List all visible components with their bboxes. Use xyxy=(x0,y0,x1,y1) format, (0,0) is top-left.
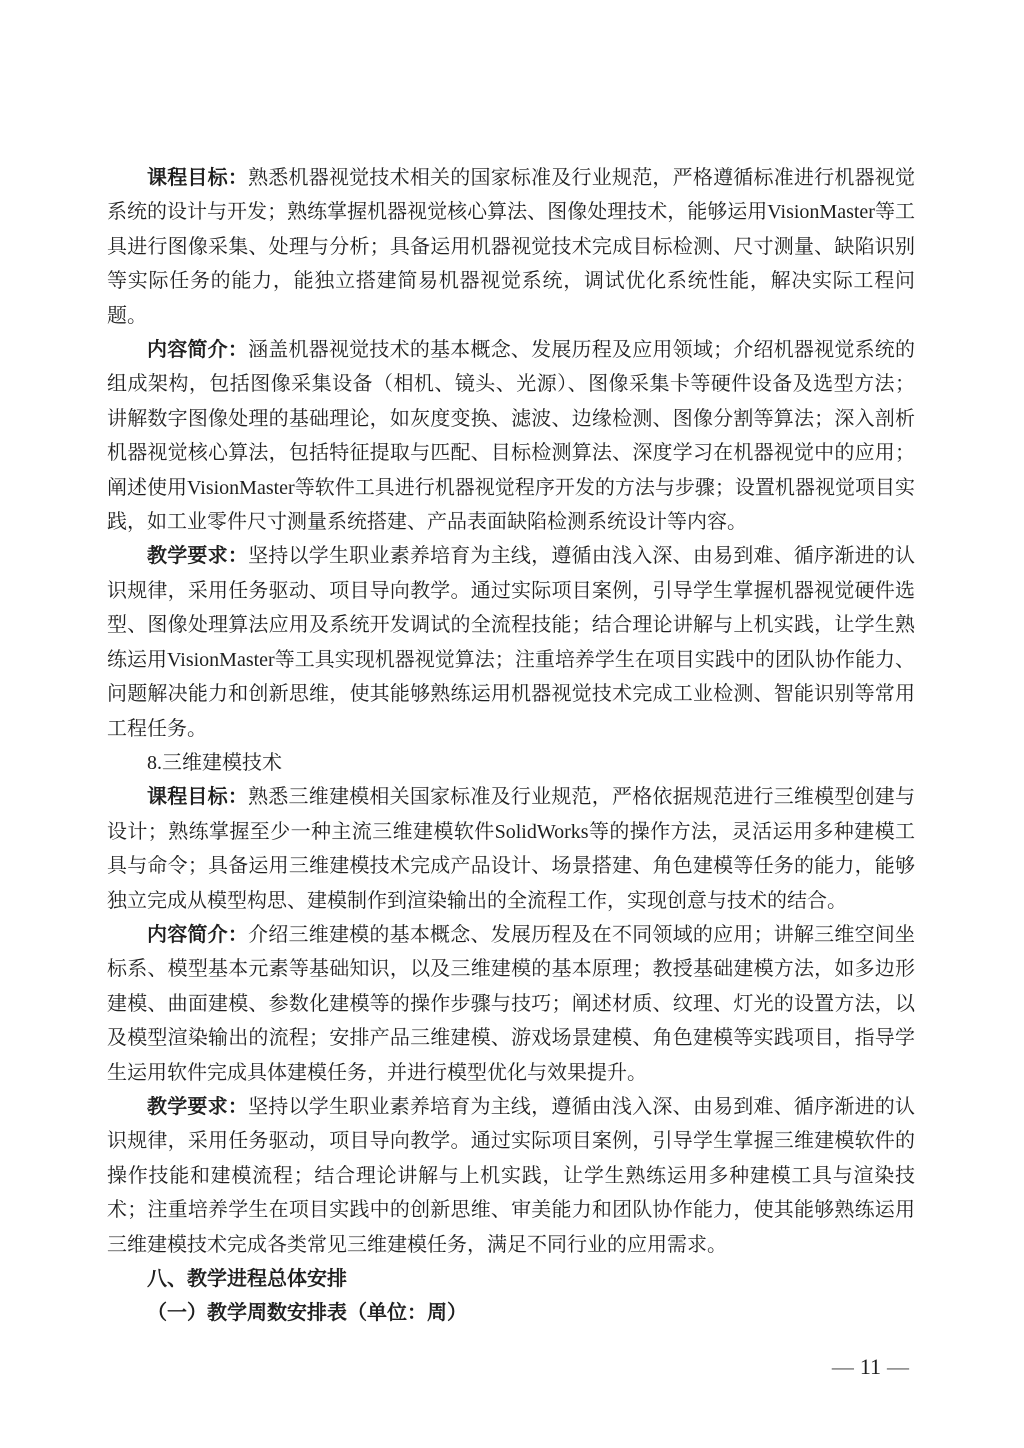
paragraph-text: 坚持以学生职业素养培育为主线，遵循由浅入深、由易到难、循序渐进的认识规律，采用任务驱动，项目导向教学。通过实际项目案例，引导学生掌握三维建模软件的操作技能和建模流程；结合理论讲解与上机实践，让学生熟练运用多种建模工具与渲染技术；注重培养学生在项目实践中的创新思维、审美能力和团队协作能力，使其能够熟练运用三维建模技术完成各类常见三维建模任务，满足不同行业的应用需求。 xyxy=(107,1095,916,1256)
paragraph-label: 课程目标： xyxy=(147,167,249,189)
paragraph-label: 内容简介： xyxy=(147,923,249,946)
paragraph-text: 熟悉三维建模相关国家标准及行业规范，严格依据规范进行三维模型创建与设计；熟练掌握至少一种主流三维建模软件SolidWorks等的操作方法，灵活运用多种建模工具与命令；具备运用三维建模技术完成产品设计、场景搭建、角色建模等任务的能力，能够独立完成从模型构思、建模制作到渲染输出的全流程工作，实现创意与技术的结合。 xyxy=(107,786,916,912)
paragraph-text: 熟悉机器视觉技术相关的国家标准及行业规范，严格遵循标准进行机器视觉系统的设计与开发；熟练掌握机器视觉核心算法、图像处理技术，能够运用VisionMaster等工具进行图像采集、处理与分析；具备运用机器视觉技术完成目标检测、尺寸测量、缺陷识别等实际任务的能力，能独立搭建简易机器视觉系统，调试优化系统性能，解决实际工程问题。 xyxy=(107,167,916,327)
paragraph-label: 内容简介： xyxy=(147,339,249,362)
section-heading-text: 8.三维建模技术 xyxy=(147,751,282,774)
paragraph-label: 教学要求： xyxy=(147,545,249,568)
page-footer xyxy=(826,1352,915,1382)
page-number-dash-right: — xyxy=(887,1354,909,1379)
paragraph-course-goal-3d-modeling xyxy=(107,780,915,918)
heading-text: （一）教学周数安排表（单位：周） xyxy=(147,1302,467,1325)
paragraph-course-goal-machine-vision xyxy=(107,161,915,333)
paragraph-teaching-requirements-3d-modeling xyxy=(107,1090,915,1262)
paragraph-text: 坚持以学生职业素养培育为主线，遵循由浅入深、由易到难、循序渐进的认识规律，采用任务驱动、项目导向教学。通过实际项目案例，引导学生掌握机器视觉硬件选型、图像处理算法应用及系统开发调试的全流程技能；结合理论讲解与上机实践，让学生熟练运用VisionMaster等工具实现机器视觉算法；注重培养学生在项目实践中的团队协作能力、问题解决能力和创新思维，使其能够熟练运用机器视觉技术完成工业检测、智能识别等常用工程任务。 xyxy=(107,545,916,740)
paragraph-teaching-requirements-machine-vision xyxy=(107,539,915,745)
heading-week-arrangement-table xyxy=(107,1296,915,1330)
page-number-dash-left: — xyxy=(831,1354,854,1379)
heading-text: 八、教学进程总体安排 xyxy=(147,1268,347,1290)
paragraph-label: 课程目标： xyxy=(147,786,249,809)
paragraph-content-intro-machine-vision xyxy=(107,333,915,539)
paragraph-content-intro-3d-modeling xyxy=(107,918,915,1090)
document-content xyxy=(107,161,915,1331)
paragraph-text: 涵盖机器视觉技术的基本概念、发展历程及应用领域；介绍机器视觉系统的组成架构，包括图像采集设备（相机、镜头、光源）、图像采集卡等硬件设备及选型方法；讲解数字图像处理的基础理论，如灰度变换、滤波、边缘检测、图像分割等算法；深入剖析机器视觉核心算法，包括特征提取与匹配、目标检测算法、深度学习在机器视觉中的应用；阐述使用VisionMaster等软件工具进行机器视觉程序开发的方法与步骤；设置机器视觉项目实践，如工业零件尺寸测量系统搭建、产品表面缺陷检测系统设计等内容。 xyxy=(107,339,916,534)
paragraph-label: 教学要求： xyxy=(147,1095,249,1118)
heading-teaching-schedule xyxy=(107,1262,915,1296)
section-heading-3d-modeling xyxy=(107,746,915,780)
paragraph-text: 介绍三维建模的基本概念、发展历程及在不同领域的应用；讲解三维空间坐标系、模型基本元素等基础知识，以及三维建模的基本原理；教授基础建模方法，如多边形建模、曲面建模、参数化建模等的操作步骤与技巧；阐述材质、纹理、灯光的设置方法，以及模型渲染输出的流程；安排产品三维建模、游戏场景建模、角色建模等实践项目，指导学生运用软件完成具体建模任务，并进行模型优化与效果提升。 xyxy=(107,923,916,1084)
page-number: 11 xyxy=(859,1354,881,1379)
